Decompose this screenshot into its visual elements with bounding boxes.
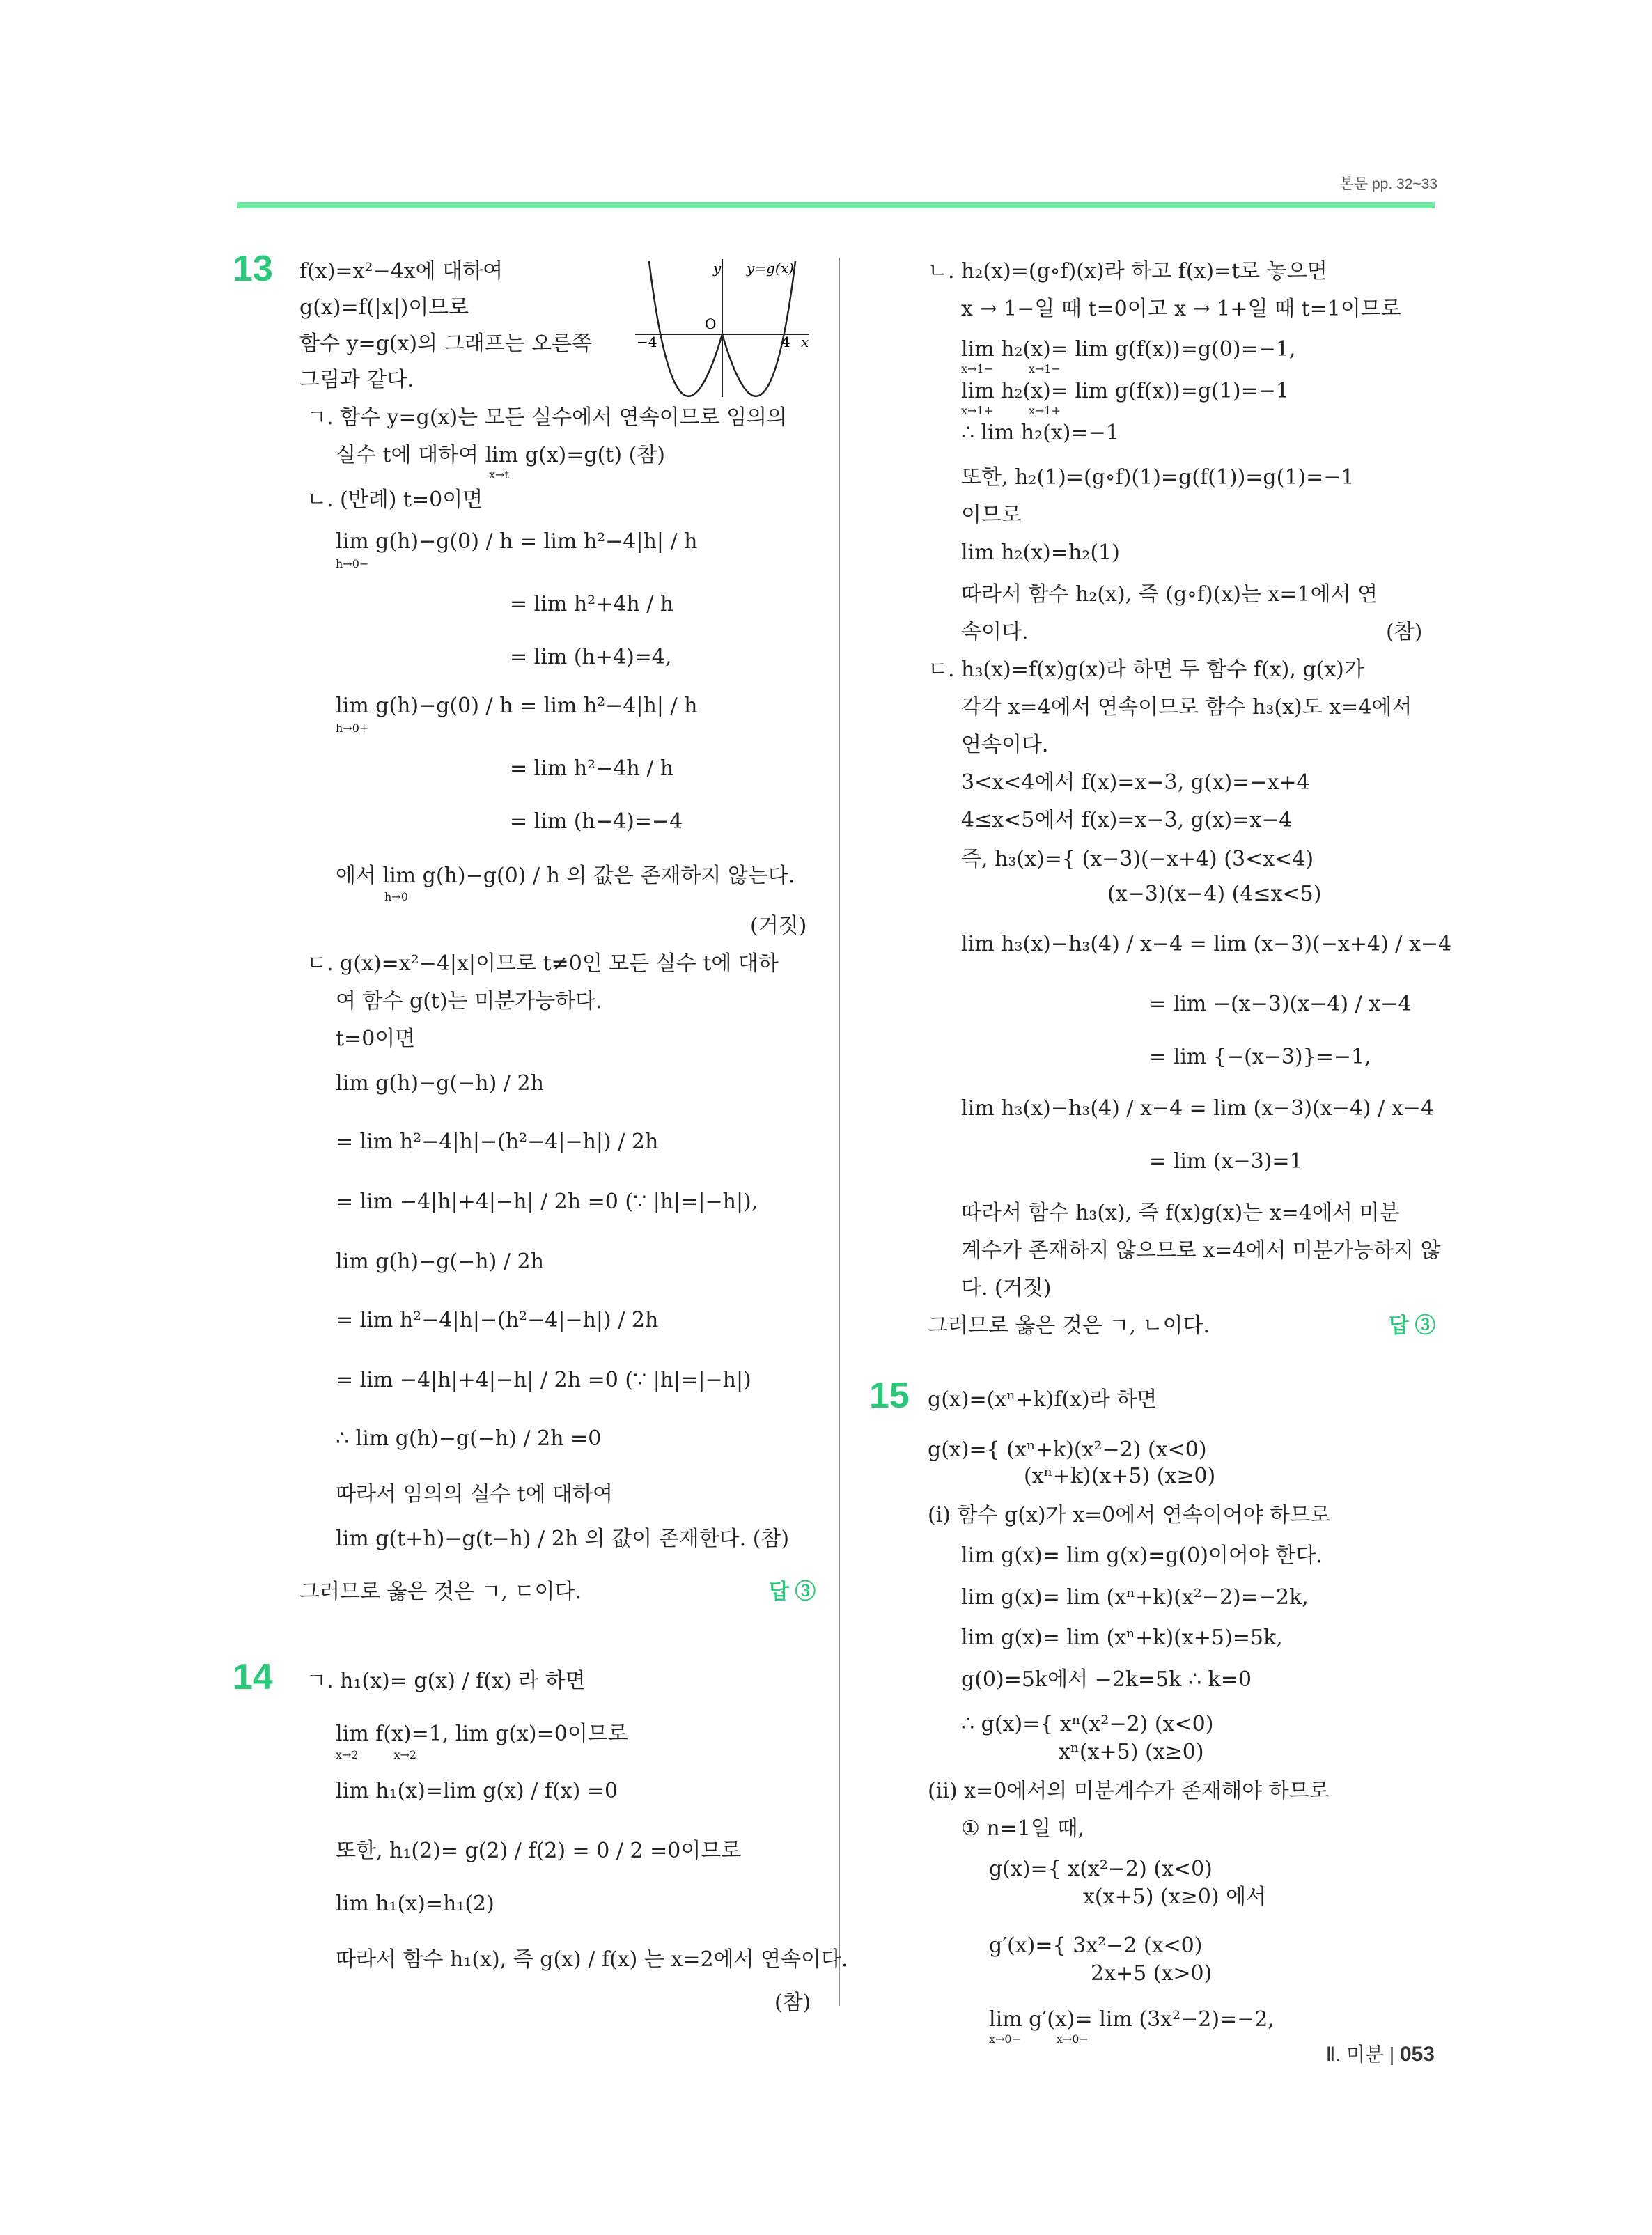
text-line: 함수 y=g(x)의 그래프는 오른쪽 bbox=[299, 332, 593, 356]
right-root-label: 4 bbox=[781, 334, 790, 350]
math-line: g′(x)={ 3x²−2 (x<0) bbox=[989, 1933, 1203, 1958]
math-line: = lim h²−4h / h bbox=[510, 756, 674, 781]
math-line: ㄱ. h₁(x)= g(x) / f(x) 라 하면 bbox=[306, 1669, 586, 1693]
curve-label: y=g(x) bbox=[747, 260, 794, 277]
column-divider bbox=[839, 258, 840, 2006]
math-line: lim g(h)−g(−h) / 2h bbox=[336, 1249, 544, 1274]
math-line: ∴ g(x)={ xⁿ(x²−2) (x<0) bbox=[961, 1712, 1214, 1736]
text-line: 다. (거짓) bbox=[961, 1276, 1052, 1300]
text-line: t=0이면 bbox=[336, 1027, 416, 1051]
math-line: lim h₁(x)=lim g(x) / f(x) =0 bbox=[336, 1779, 618, 1803]
math-line: lim g(h)−g(0) / h = lim h²−4|h| / h bbox=[336, 529, 698, 554]
math-line: lim g′(x)= lim (3x²−2)=−2, bbox=[989, 2007, 1275, 2032]
math-line: lim f(x)=1, lim g(x)=0이므로 bbox=[336, 1722, 628, 1746]
math-line: lim g(x)= lim (xⁿ+k)(x²−2)=−2k, bbox=[961, 1585, 1309, 1610]
math-line: 또한, h₁(2)= g(2) / f(2) = 0 / 2 =0이므로 bbox=[336, 1839, 742, 1863]
math-line: = lim h²−4|h|−(h²−4|−h|) / 2h bbox=[336, 1308, 659, 1332]
math-line: lim h₃(x)−h₃(4) / x−4 = lim (x−3)(−x+4) / x−4 bbox=[961, 932, 1452, 956]
text-line: 여 함수 g(t)는 미분가능하다. bbox=[336, 989, 602, 1013]
math-line: lim h₁(x)=h₁(2) bbox=[336, 1892, 494, 1916]
math-line: g(x)=(xⁿ+k)f(x)라 하면 bbox=[928, 1387, 1158, 1412]
y-axis-label: y bbox=[713, 260, 722, 277]
math-line: lim g(h)−g(0) / h = lim h²−4|h| / h bbox=[336, 694, 698, 718]
text-line: x → 1−일 때 t=0이고 x → 1+일 때 t=1이므로 bbox=[961, 297, 1401, 321]
math-line: lim g(h)−g(−h) / 2h bbox=[336, 1071, 544, 1096]
math-line: = lim −(x−3)(x−4) / x−4 bbox=[1149, 992, 1412, 1016]
problem-number-14: 14 bbox=[233, 1657, 273, 1697]
math-line: = lim h²+4h / h bbox=[510, 592, 674, 616]
math-line: = lim {−(x−3)}=−1, bbox=[1149, 1045, 1371, 1069]
text-line: 실수 t에 대하여 lim g(x)=g(t) (참) bbox=[336, 443, 665, 467]
answer-badge: 답 ③ bbox=[1389, 1314, 1436, 1337]
math-line: g(0)=5k에서 −2k=5k ∴ k=0 bbox=[961, 1667, 1252, 1692]
limit-subscript: h→0 bbox=[384, 890, 408, 903]
math-line: 즉, h₃(x)={ (x−3)(−x+4) (3<x<4) bbox=[961, 847, 1314, 871]
text-line: 각각 x=4에서 연속이므로 함수 h₃(x)도 x=4에서 bbox=[961, 695, 1412, 719]
math-line: 3<x<4에서 f(x)=x−3, g(x)=−x+4 bbox=[961, 770, 1310, 795]
limit-subscript: x→1− x→1− bbox=[961, 362, 1061, 375]
text-line: g(x)=f(|x|)이므로 bbox=[299, 295, 469, 320]
x-axis-label: x bbox=[801, 334, 809, 350]
problem-number-15: 15 bbox=[869, 1376, 910, 1416]
page-reference: 본문 pp. 32~33 bbox=[1339, 176, 1437, 192]
verdict: (거짓) bbox=[750, 914, 807, 938]
math-line: 2x+5 (x>0) bbox=[1091, 1961, 1213, 1986]
text-line: 따라서 임의의 실수 t에 대하여 bbox=[336, 1482, 613, 1506]
page-number: 053 bbox=[1399, 2043, 1435, 2066]
math-line: 4≤x<5에서 f(x)=x−3, g(x)=x−4 bbox=[961, 808, 1293, 832]
verdict: (참) bbox=[774, 1991, 811, 2015]
text-line: ㄷ. h₃(x)=f(x)g(x)라 하면 두 함수 f(x), g(x)가 bbox=[928, 657, 1364, 682]
text-line: 그림과 같다. bbox=[299, 368, 414, 392]
math-line: = lim (x−3)=1 bbox=[1149, 1149, 1303, 1174]
math-line: lim g(t+h)−g(t−h) / 2h 의 값이 존재한다. (참) bbox=[336, 1527, 790, 1551]
math-line: g(x)={ x(x²−2) (x<0) bbox=[989, 1857, 1213, 1881]
text-line: ㄷ. g(x)=x²−4|x|이므로 t≠0인 모든 실수 t에 대하 bbox=[306, 951, 779, 976]
origin-label: O bbox=[705, 316, 717, 332]
graph-y-equals-g-x bbox=[635, 258, 816, 404]
math-line: = lim (h−4)=−4 bbox=[510, 809, 683, 834]
math-line: (xⁿ+k)(x+5) (x≥0) bbox=[1024, 1464, 1216, 1488]
math-line: g(x)={ (xⁿ+k)(x²−2) (x<0) bbox=[928, 1438, 1207, 1462]
text-line: f(x)=x²−4x에 대하여 bbox=[299, 259, 504, 283]
problem-number-13: 13 bbox=[233, 249, 273, 289]
text-line: ㄴ. (반례) t=0이면 bbox=[306, 488, 483, 512]
math-line: lim h₂(x)= lim g(f(x))=g(0)=−1, bbox=[961, 337, 1296, 361]
math-line: xⁿ(x+5) (x≥0) bbox=[1059, 1740, 1204, 1764]
math-line: = lim h²−4|h|−(h²−4|−h|) / 2h bbox=[336, 1130, 659, 1154]
text-line: 그러므로 옳은 것은 ㄱ, ㄴ이다. bbox=[928, 1314, 1210, 1338]
text-line: 계수가 존재하지 않으므로 x=4에서 미분가능하지 않 bbox=[961, 1238, 1441, 1263]
math-line: lim h₃(x)−h₃(4) / x−4 = lim (x−3)(x−4) / x−4 bbox=[961, 1096, 1434, 1121]
text-line: 연속이다. bbox=[961, 733, 1049, 757]
text-line: 따라서 함수 h₂(x), 즉 (g∘f)(x)는 x=1에서 연 bbox=[961, 582, 1378, 607]
limit-subscript: h→0+ bbox=[336, 722, 369, 735]
answer-badge: 답 ③ bbox=[769, 1580, 816, 1603]
text-line: 이므로 bbox=[961, 503, 1022, 527]
math-line: ∴ lim h₂(x)=−1 bbox=[961, 421, 1119, 445]
math-line: lim h₂(x)= lim g(f(x))=g(1)=−1 bbox=[961, 379, 1289, 403]
text-line: ㄴ. h₂(x)=(g∘f)(x)라 하고 f(x)=t로 놓으면 bbox=[928, 259, 1327, 283]
text-line: 속이다. bbox=[961, 620, 1029, 644]
math-line: 또한, h₂(1)=(g∘f)(1)=g(f(1))=g(1)=−1 bbox=[961, 465, 1355, 490]
limit-subscript: h→0− bbox=[336, 557, 369, 570]
chapter-label: Ⅱ. 미분 bbox=[1325, 2043, 1385, 2065]
text-line: ㄱ. 함수 y=g(x)는 모든 실수에서 연속이므로 임의의 bbox=[306, 405, 788, 430]
verdict: (참) bbox=[1386, 620, 1423, 644]
math-line: lim g(x)= lim (xⁿ+k)(x+5)=5k, bbox=[961, 1626, 1283, 1650]
limit-subscript: x→2 x→2 bbox=[336, 1748, 417, 1761]
math-line: x(x+5) (x≥0) 에서 bbox=[1083, 1885, 1267, 1909]
text-line: 에서 lim g(h)−g(0) / h 의 값은 존재하지 않는다. bbox=[336, 864, 795, 888]
limit-subscript: x→1+ x→1+ bbox=[961, 404, 1061, 417]
math-line: = lim −4|h|+4|−h| / 2h =0 (∵ |h|=|−h|) bbox=[336, 1368, 751, 1392]
page-footer: Ⅱ. 미분 | 053 bbox=[1325, 2043, 1435, 2066]
math-line: = lim (h+4)=4, bbox=[510, 645, 672, 669]
math-line: 따라서 함수 h₁(x), 즉 g(x) / f(x) 는 x=2에서 연속이다. bbox=[336, 1947, 848, 1972]
text-line: 따라서 함수 h₃(x), 즉 f(x)g(x)는 x=4에서 미분 bbox=[961, 1201, 1400, 1225]
math-line: lim h₂(x)=h₂(1) bbox=[961, 540, 1120, 565]
header-rule bbox=[237, 202, 1435, 208]
text-line: 그러므로 옳은 것은 ㄱ, ㄷ이다. bbox=[299, 1580, 582, 1604]
math-line: ∴ lim g(h)−g(−h) / 2h =0 bbox=[336, 1426, 602, 1451]
text-line: ① n=1일 때, bbox=[961, 1816, 1085, 1841]
text-line: (ⅱ) x=0에서의 미분계수가 존재해야 하므로 bbox=[928, 1779, 1330, 1803]
text-line: (ⅰ) 함수 g(x)가 x=0에서 연속이어야 하므로 bbox=[928, 1503, 1331, 1527]
limit-subscript: x→t bbox=[489, 468, 509, 481]
limit-subscript: x→0− x→0− bbox=[989, 2032, 1089, 2046]
math-line: lim g(x)= lim g(x)=g(0)이어야 한다. bbox=[961, 1543, 1323, 1568]
left-root-label: −4 bbox=[637, 334, 657, 350]
math-line: = lim −4|h|+4|−h| / 2h =0 (∵ |h|=|−h|), bbox=[336, 1190, 758, 1214]
math-line: (x−3)(x−4) (4≤x<5) bbox=[1107, 882, 1322, 906]
